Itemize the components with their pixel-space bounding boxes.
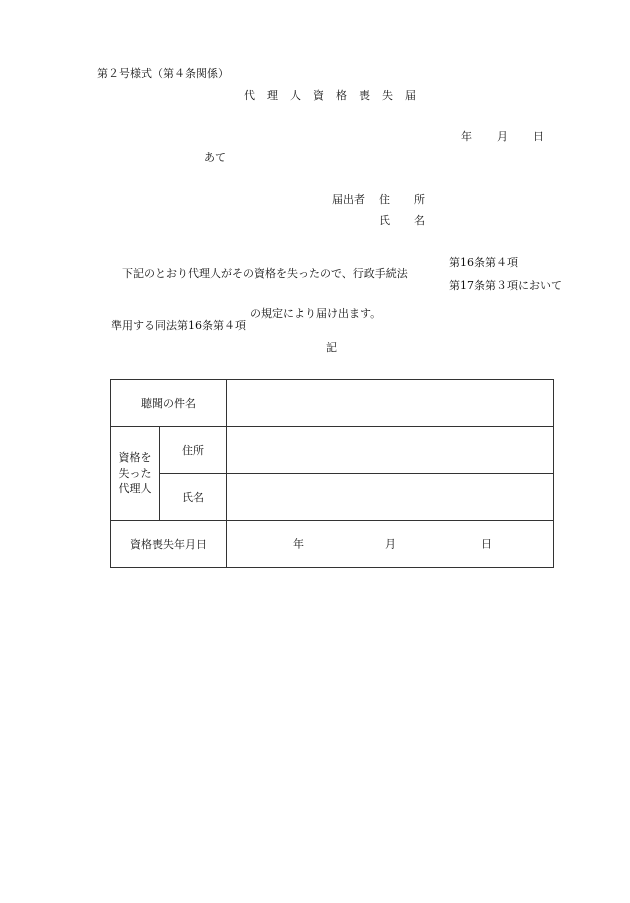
- notifier-address-label-2: 所: [414, 193, 425, 206]
- address-value-cell[interactable]: [227, 427, 554, 474]
- date-year-label: 年: [461, 130, 472, 143]
- loss-date-label-cell: [111, 521, 227, 568]
- name-label-cell: [160, 474, 227, 521]
- address-label-cell: [160, 427, 227, 474]
- body-option-lower-b: 準用する同法第16条第４項: [111, 319, 246, 332]
- date-day-label: 日: [533, 130, 544, 143]
- hearing-case-label: 聴聞の件名: [141, 396, 196, 410]
- notifier-label: 届出者: [332, 193, 365, 206]
- body-closing-text: の規定により届け出ます。: [250, 307, 382, 320]
- notifier-address-label-1: 住: [379, 193, 390, 206]
- loss-date-label: 資格喪失年月日: [130, 537, 207, 551]
- lost-agent-label-line3: 代理人: [118, 482, 152, 496]
- body-option-upper: 第16条第４項: [449, 256, 518, 269]
- record-heading: 記: [326, 341, 337, 354]
- notifier-name-label-2: 名: [414, 214, 425, 227]
- loss-date-value-cell[interactable]: [227, 521, 554, 568]
- loss-date-day: 日: [481, 537, 492, 551]
- lost-agent-label-line1: 資格を: [118, 450, 152, 464]
- form-table: [110, 379, 554, 568]
- date-month-label: 月: [497, 130, 508, 143]
- loss-date-year: 年: [293, 537, 304, 551]
- hearing-case-value-cell[interactable]: [227, 380, 554, 427]
- addressee-suffix: あて: [204, 151, 226, 164]
- notifier-name-label-1: 氏: [379, 214, 390, 227]
- address-label: 住所: [182, 443, 204, 457]
- body-option-lower-a: 第17条第３項において: [449, 279, 562, 292]
- body-main-text: 下記のとおり代理人がその資格を失ったので、行政手続法: [122, 267, 408, 280]
- document-title: 代理人資格喪失届: [244, 89, 428, 102]
- lost-agent-label-line2: 失った: [118, 466, 152, 480]
- name-value-cell[interactable]: [227, 474, 554, 521]
- form-number: 第２号様式（第４条関係）: [97, 67, 229, 80]
- name-label: 氏名: [182, 490, 204, 504]
- lost-agent-label-cell: [111, 427, 160, 521]
- loss-date-month: 月: [385, 537, 396, 551]
- hearing-case-label-cell: [111, 380, 227, 427]
